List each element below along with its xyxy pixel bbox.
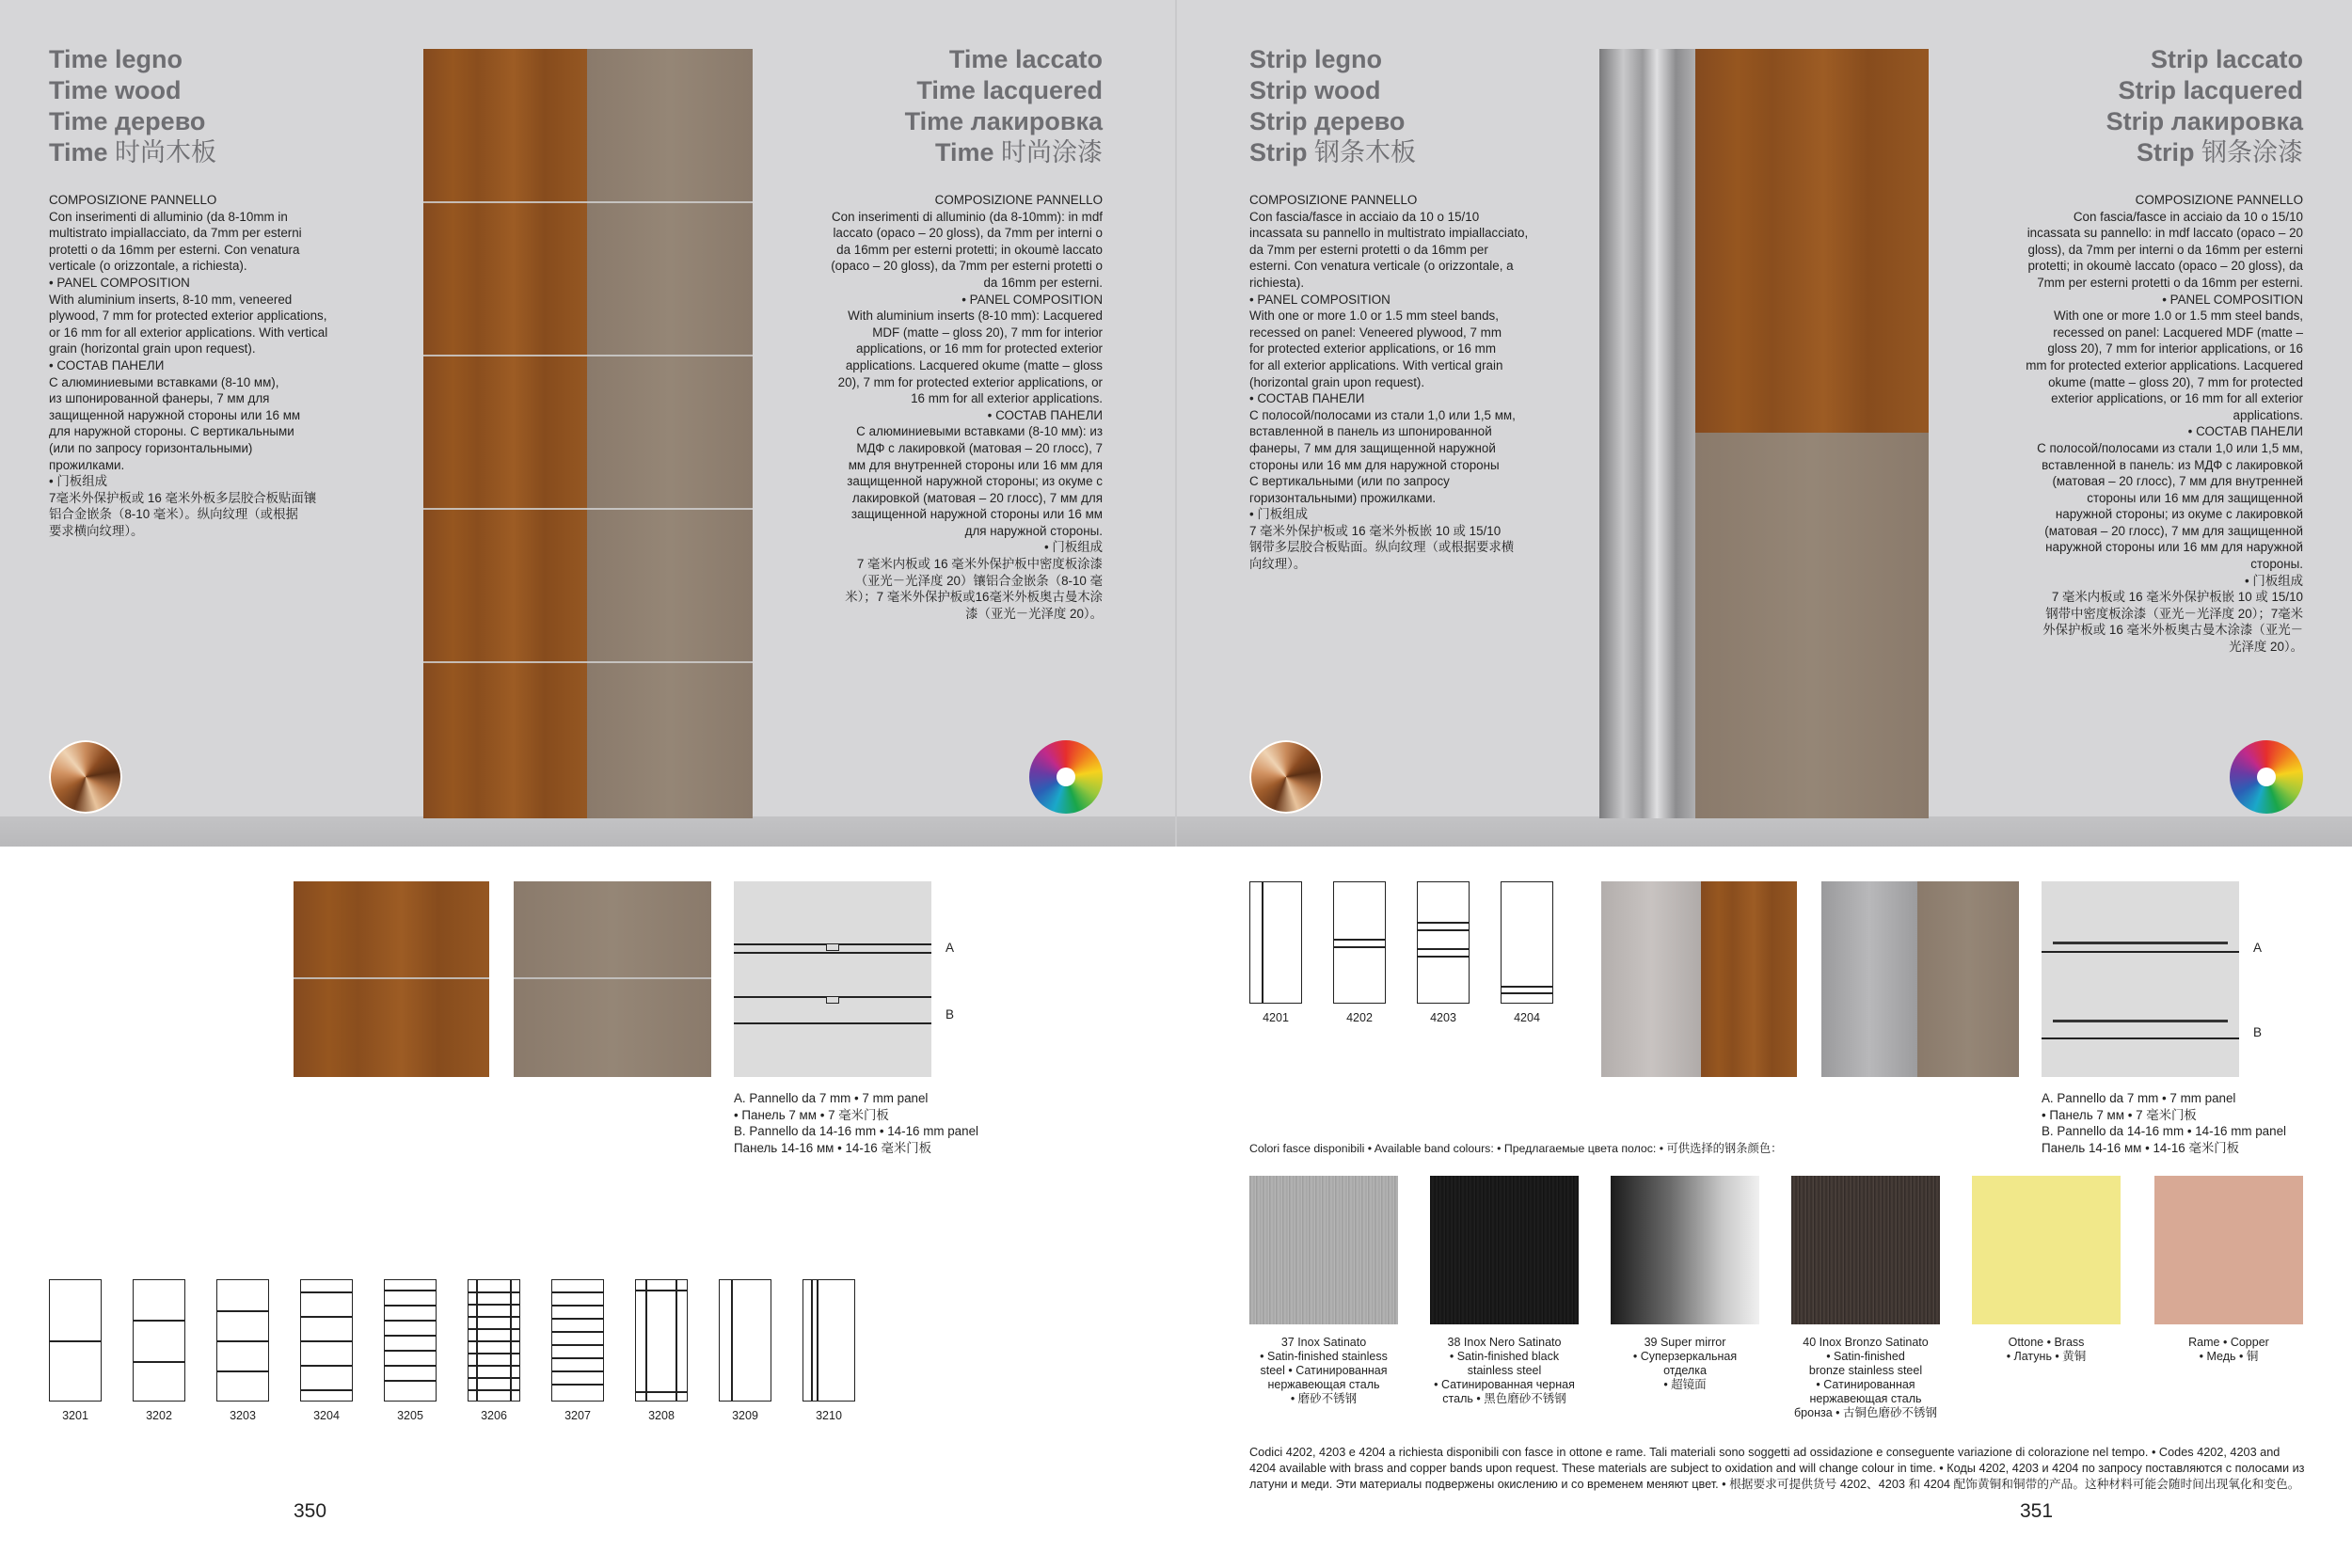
swatch-caption: 40 Inox Bronzo Satinato • Satin-finished bronze stainless steel • Сатинированная нержавеющая сталь бронза • 古铜色磨砂不锈钢 bbox=[1794, 1336, 1937, 1419]
strip-laccato-title: Strip laccato Strip lacquered Strip лакировка Strip 钢条涂漆 bbox=[2106, 45, 2303, 166]
wood-veneer-fan-icon bbox=[1249, 740, 1323, 814]
door-elevation-icon bbox=[384, 1279, 437, 1402]
strip-steel-band-image bbox=[1599, 49, 1695, 818]
door-code: 3207 bbox=[564, 1409, 591, 1422]
swatch-ottone-brass bbox=[1972, 1176, 2121, 1324]
swatch-rame-copper bbox=[2154, 1176, 2303, 1324]
strip-wood-sample bbox=[1701, 881, 1797, 1077]
door-elevation-icon bbox=[719, 1279, 771, 1402]
door-code: 4201 bbox=[1263, 1011, 1289, 1024]
door-elevation-icon bbox=[300, 1279, 353, 1402]
swatch-caption: 37 Inox Satinato • Satin-finished stainless steel • Сатинированная нержавеющая сталь • 磨砂不锈钢 bbox=[1260, 1336, 1388, 1405]
swatch-super-mirror bbox=[1611, 1176, 1759, 1324]
door-code: 3203 bbox=[230, 1409, 256, 1422]
door-code: 3202 bbox=[146, 1409, 172, 1422]
door-elevation-icon bbox=[133, 1279, 185, 1402]
swatch-caption: 39 Super mirror • Суперзеркальная отделка • 超镜面 bbox=[1632, 1336, 1738, 1391]
swatch-caption: Rame • Copper • Медь • 铜 bbox=[2188, 1336, 2269, 1363]
availability-footnote: Codici 4202, 4203 e 4204 a richiesta disponibili con fasce in ottone e rame. Tali materiali sono soggetti ad ossidazione e conseguente variazione di colorazione nel tempo. • Codes 4202, 4203 and 4204 available with brass and copper bands upon request. These materials are subject to oxidation and will change colour in time. • Коды 4202, 4203 и 4204 по запросу поставляются с полосами из латуни и меди. Эти материалы подвержены окислению и со временем меняют цвет. • 根据要求可提供货号 4202、4203 和 4204 配饰黄铜和铜带的产品。这种材料可能会随时间出现氧化和变色。 bbox=[1249, 1446, 2305, 1491]
swatch-inox-nero-satinato bbox=[1430, 1176, 1579, 1324]
door-code: 3204 bbox=[313, 1409, 340, 1422]
door-code: 3205 bbox=[397, 1409, 423, 1422]
strip-lacquered-sample bbox=[1917, 881, 2019, 1077]
swatch-caption: Ottone • Brass • Латунь • 黄铜 bbox=[2006, 1336, 2087, 1363]
time-wood-door-image bbox=[423, 49, 587, 818]
strip-wood-door-image bbox=[1695, 49, 1929, 433]
strip-steel-sample bbox=[1821, 881, 1917, 1077]
page-gutter bbox=[1175, 0, 1177, 847]
door-elevation-icon bbox=[216, 1279, 269, 1402]
section-label-a: A bbox=[2253, 941, 2263, 955]
page-number-right: 351 bbox=[2020, 1500, 2054, 1522]
door-code: 4203 bbox=[1430, 1011, 1456, 1024]
door-elevation-icon bbox=[1333, 881, 1386, 1004]
door-elevation-icon bbox=[551, 1279, 604, 1402]
door-code: 4202 bbox=[1346, 1011, 1373, 1024]
time-lacquered-door-image bbox=[587, 49, 753, 818]
door-elevation-icon bbox=[1501, 881, 1553, 1004]
section-label-a: A bbox=[946, 941, 955, 955]
door-elevation-icon bbox=[1249, 881, 1302, 1004]
time-section-caption: A. Pannello da 7 mm • 7 mm panel • Панель 7 мм • 7 毫米门板 B. Pannello da 14-16 mm • 14-16 mm panel Панель 14-16 мм • 14-16 毫米门板 bbox=[734, 1091, 978, 1155]
band-colours-heading: Colori fasce disponibili • Available band colours: • Предлагаемые цвета полос: • 可供选择的钢条颜色： bbox=[1249, 1142, 1783, 1155]
door-code: 3206 bbox=[481, 1409, 507, 1422]
time-legno-title: Time legno Time wood Time дерево Time 时尚木板 bbox=[49, 45, 217, 166]
section-label-b: B bbox=[946, 1007, 955, 1022]
door-elevation-icon bbox=[1417, 881, 1470, 1004]
strip-section-caption: A. Pannello da 7 mm • 7 mm panel • Панель 7 мм • 7 毫米门板 B. Pannello da 14-16 mm • 14-16 mm panel Панель 14-16 мм • 14-16 毫米门板 bbox=[2042, 1091, 2286, 1155]
section-label-b: B bbox=[2253, 1025, 2263, 1039]
color-wheel-icon bbox=[2230, 740, 2303, 814]
strip-steel-sample bbox=[1601, 881, 1701, 1077]
time-wood-sample bbox=[294, 881, 489, 1077]
door-code: 3209 bbox=[732, 1409, 758, 1422]
door-elevation-icon bbox=[803, 1279, 855, 1402]
time-legno-description: COMPOSIZIONE PANNELLO Con inserimenti di alluminio (da 8-10mm in multistrato impiallacciato, da 7mm per esterni protetti o da 16mm per esterni. Con venatura verticale (o orizzontale, a richiesta). • PANEL COMPOSITION With aluminium inserts, 8-10 mm, veneered plywood, 7 mm for protected exterior applications, or 16 mm for all exterior applications. With vertical grain (horizontal grain upon request). • СОСТАВ ПАНЕЛИ С алюминиевыми вставками (8-10 мм), из шпонированной фанеры, 7 мм для защищенной наружной стороны или 16 мм для наружной стороны. С вертикальными (или по запросу горизонтальными) прожилками. • 门板组成 7毫米外保护板或 16 毫米外板多层胶合板贴面镶 铝合金嵌条（8-10 毫米）。纵向纹理（或根据 要求横向纹理）。 bbox=[49, 193, 328, 538]
door-code: 4204 bbox=[1514, 1011, 1540, 1024]
time-laccato-description: COMPOSIZIONE PANNELLO Con inserimenti di alluminio (da 8-10mm): in mdf laccato (opaco – 20 gloss), da 7mm per interni o da 16mm per esterni protetti; in okoumè laccato (opaco – 20 gloss), da 7mm per esterni protetti o da 16mm per esterni. • PANEL COMPOSITION With aluminium inserts (8-10 mm): Lacquered MDF (matte – gloss 20), 7 mm for interior applications, or 16 mm for protected exterior applications. Lacquered okume (matte – gloss 20), 7 mm for protected exterior applications, or 16 mm for all exterior applications. • СОСТАВ ПАНЕЛИ С алюминиевыми вставками (8-10 мм): из МДФ с лакировкой (матовая – 20 глосс), 7 мм для внутренней стороны или 16 мм для защищенной наружной стороны; из окуме с лакировкой (матовая – 20 глосс), 7 мм для защищенной наружной стороны или 16 мм для наружной стороны. • 门板组成 7 毫米内板或 16 毫米外保护板中密度板涂漆 （亚光－光泽度 20）镶铝合金嵌条（8-10 毫 米）；7 毫米外保护板或16毫米外板奥古曼木涂 漆（亚光－光泽度 20）。 bbox=[831, 193, 1103, 621]
door-elevation-icon bbox=[49, 1279, 102, 1402]
strip-legno-title: Strip legno Strip wood Strip дерево Strip 钢条木板 bbox=[1249, 45, 1417, 166]
time-section-diagram bbox=[734, 881, 931, 1077]
door-code: 3208 bbox=[648, 1409, 675, 1422]
door-code: 3201 bbox=[62, 1409, 88, 1422]
door-elevation-icon bbox=[635, 1279, 688, 1402]
strip-lacquered-door-image bbox=[1695, 433, 1929, 818]
strip-section-diagram bbox=[2042, 881, 2239, 1077]
time-laccato-title: Time laccato Time lacquered Time лакировка Time 时尚涂漆 bbox=[904, 45, 1103, 166]
door-elevation-icon bbox=[468, 1279, 520, 1402]
time-lacquered-sample bbox=[514, 881, 711, 1077]
color-wheel-icon bbox=[1029, 740, 1103, 814]
swatch-caption: 38 Inox Nero Satinato • Satin-finished black stainless steel • Сатинированная черная сталь • 黑色磨砂不锈钢 bbox=[1434, 1336, 1575, 1405]
strip-laccato-description: COMPOSIZIONE PANNELLO Con fascia/fasce in acciaio da 10 o 15/10 incassata su pannello: in mdf laccato (opaco – 20 gloss), da 7mm per interni o da 16mm per esterni protetti; in okoumè laccato (opaco – 20 gloss), da 7mm per esterni protetti o da 16mm per esterni. • PANEL COMPOSITION With one or more 1.0 or 1.5 mm steel bands, recessed on panel: Lacquered MDF (matte – gloss 20), 7 mm for interior applications, or 16 mm for protected exterior applications. Lacquered okume (matte – gloss 20), 7 mm for protected exterior applications, or 16 mm for all exterior applications. • СОСТАВ ПАНЕЛИ С полосой/полосами из стали 1,0 или 1,5 мм, вставленной в панель: из МДФ с лакировкой (матовая – 20 глосс), 7 мм для внутренней стороны или 16 мм для защищенной наружной стороны; из окуме с лакировкой (матовая – 20 глосс), 7 мм для защищенной наружной стороны или 16 мм для наружной стороны. • 门板组成 7 毫米内板或 16 毫米外保护板嵌 10 或 15/10 钢带中密度板涂漆（亚光－光泽度 20）；7毫米 外保护板或 16 毫米外板奥古曼木涂漆（亚光－ 光泽度 20）。 bbox=[2026, 193, 2303, 655]
swatch-inox-bronzo-satinato bbox=[1791, 1176, 1940, 1324]
page-number-left: 350 bbox=[294, 1500, 327, 1522]
swatch-inox-satinato bbox=[1249, 1176, 1398, 1324]
strip-legno-description: COMPOSIZIONE PANNELLO Con fascia/fasce in acciaio da 10 o 15/10 incassata su pannello in multistrato impiallacciato, da 7mm per esterni protetti o da 16mm per esterni. Con venatura verticale (o orizzontale, a richiesta). • PANEL COMPOSITION With one or more 1.0 or 1.5 mm steel bands, recessed on panel: Veneered plywood, 7 mm for protected exterior applications, or 16 mm for all exterior applications. With vertical grain (horizontal grain upon request). • СОСТАВ ПАНЕЛИ С полосой/полосами из стали 1,0 или 1,5 мм, вставленной в панель из шпонированной фанеры, 7 мм для защищенной наружной стороны или 16 мм для наружной стороны С вертикальными (или по запросу горизонтальными) прожилками. • 门板组成 7 毫米外保护板或 16 毫米外板嵌 10 或 15/10 钢带多层胶合板贴面。纵向纹理（或根据要求横 向纹理）。 bbox=[1249, 193, 1529, 572]
door-code: 3210 bbox=[816, 1409, 842, 1422]
wood-veneer-fan-icon bbox=[49, 740, 122, 814]
